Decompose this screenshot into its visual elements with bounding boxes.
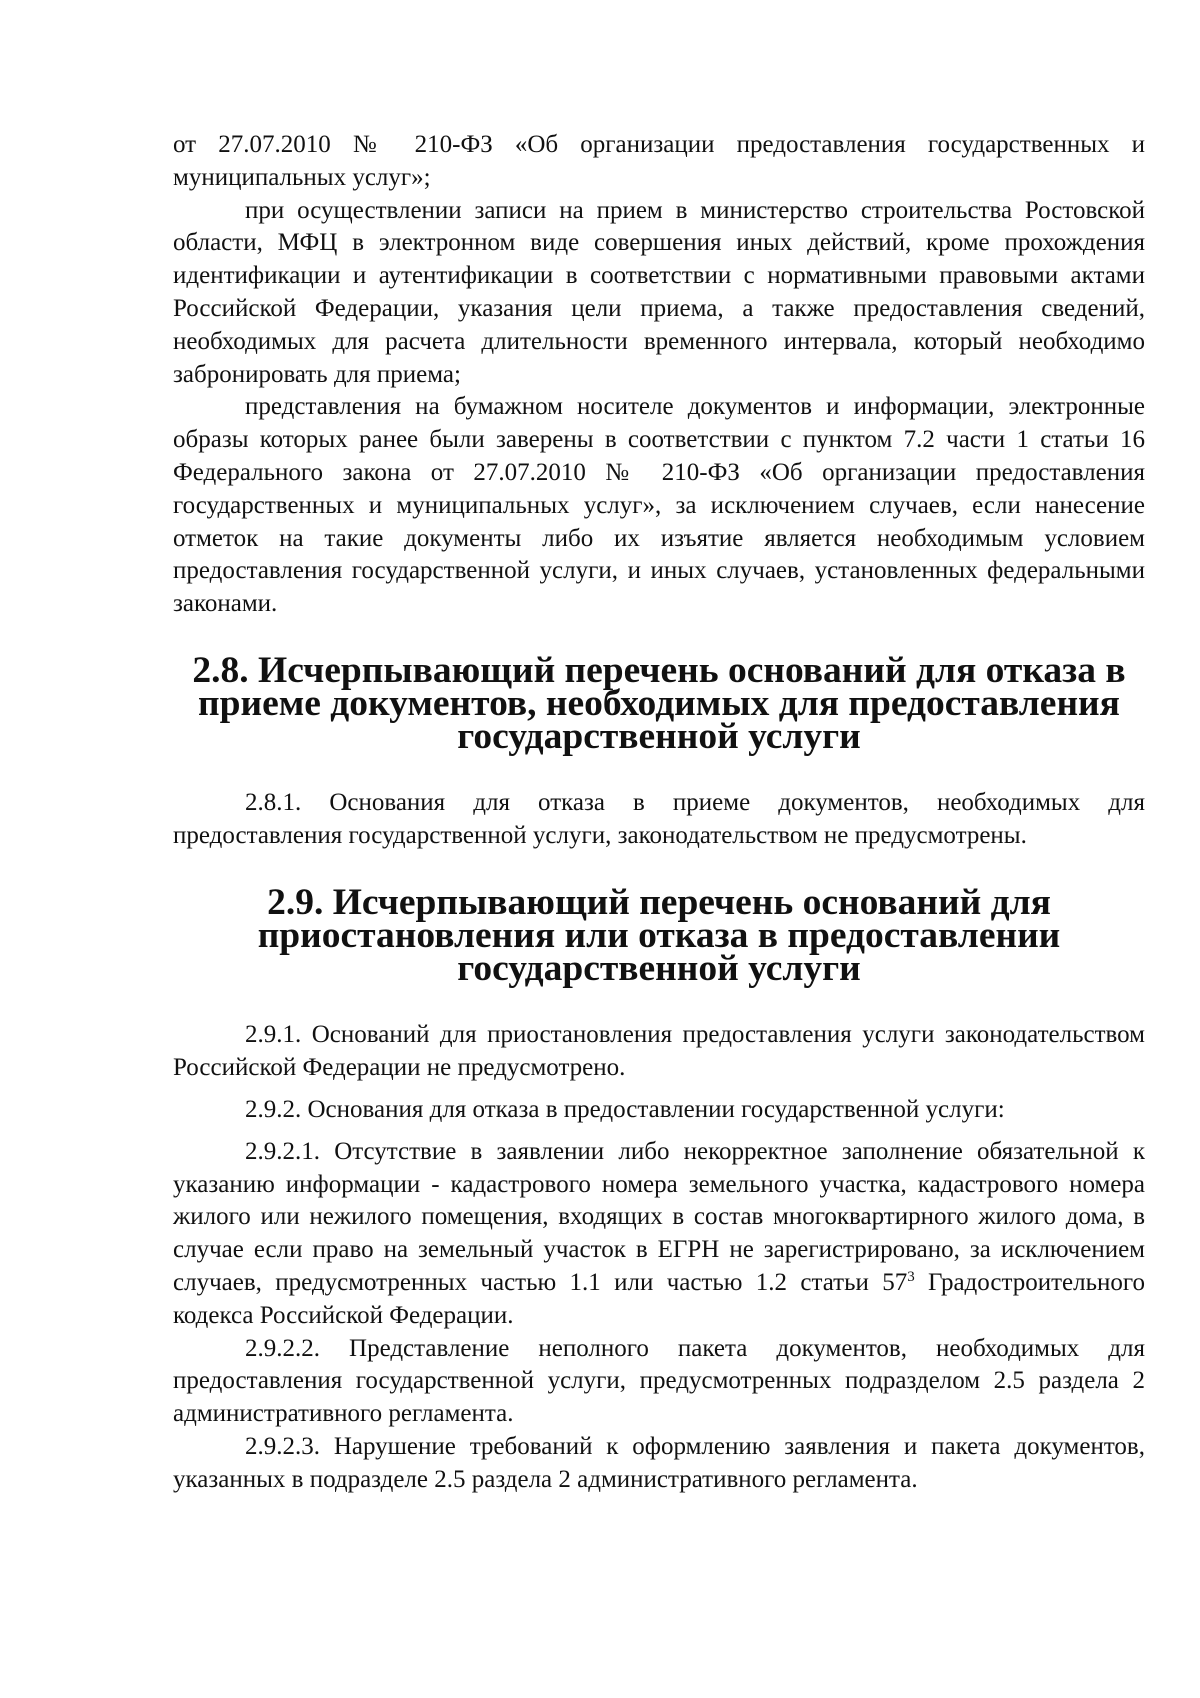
article-superscript: 3 xyxy=(907,1268,915,1285)
document-body xyxy=(173,129,1145,1496)
paragraph-2-9-1: 2.9.1. Оснований для приостановления предоставления услуги законодательством Российской Федерации не предусмотрено. xyxy=(173,1021,1145,1082)
paragraph-appointment: при осуществлении записи на прием в министерство строительства Ростовской области, МФЦ в электронном виде совершения иных действий, кроме прохождения идентификации и аутентификации в соответствии с нормативными правовыми актами Российской Федерации, указания цели приема, а также предоставления сведений, необходимых для расчета длительности временного интервала, который необходимо забронировать для приема; xyxy=(173,196,1145,388)
paragraph-2-9-2-3: 2.9.2.3. Нарушение требований к оформлению заявления и пакета документов, указанных в подразделе 2.5 раздела 2 административного регламента. xyxy=(173,1432,1145,1493)
paragraph-2-9-2-1 xyxy=(173,1136,1145,1333)
paragraph-2-9-2-2: 2.9.2.2. Представление неполного пакета документов, необходимых для предоставления государственной услуги, предусмотренных подразделом 2.5 раздела 2 административного регламента. xyxy=(173,1334,1145,1428)
paragraph-continuation: от 27.07.2010 № 210-ФЗ «Об организации предоставления государственных и муниципальных услуг»; xyxy=(173,131,1145,191)
paragraph-2-9-2-1-text: 2.9.2.1. Отсутствие в заявлении либо некорректное заполнение обязательной к указанию информации - кадастрового номера земельного участка, кадастрового номера жилого или нежилого помещения, входящих в состав многоквартирного жилого дома, в случае если право на земельный участок в ЕГРН не зарегистрировано, за исключением случаев, предусмотренных частью 1.1 или частью 1.2 статьи 57 xyxy=(173,1137,1145,1296)
paragraph-2-8-1: 2.8.1. Основания для отказа в приеме документов, необходимых для предоставления государственной услуги, законодательством не предусмотрены. xyxy=(173,789,1145,850)
paragraph-2-9-2: 2.9.2. Основания для отказа в предоставлении государственной услуги: xyxy=(245,1095,1005,1123)
paragraph-paper-documents: представления на бумажном носителе документов и информации, электронные образы которых ранее были заверены в соответствии с пунктом 7.2 части 1 статьи 16 Федерального закона от 27.07.2010 № 210-ФЗ «Об организации предоставления государственных и муниципальных услуг», за исключением случаев, если нанесение отметок на такие документы либо их изъятие является необходимым условием предоставления государственной услуги, и иных случаев, установленных федеральными законами. xyxy=(173,393,1145,618)
paragraph-2-9-2-1-end: Градостроительного кодекса Российской Федерации. xyxy=(173,1268,1145,1329)
section-heading-2-9: 2.9. Исчерпывающий перечень оснований для приостановления или отказа в предоставлении государственной услуги xyxy=(257,881,1061,989)
section-heading-2-8: 2.8. Исчерпывающий перечень оснований для отказа в приеме документов, необходимых для предоставления государственной услуги xyxy=(192,649,1126,757)
